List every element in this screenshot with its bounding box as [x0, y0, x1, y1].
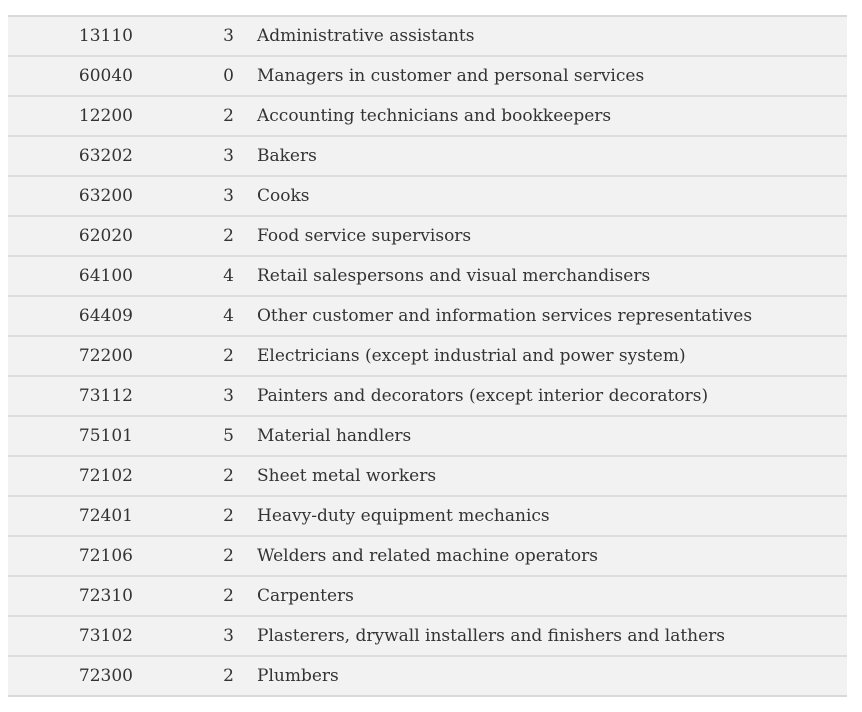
occupation-title-cell: Cooks — [257, 186, 310, 206]
noc-code-cell: 73112 — [78, 386, 133, 406]
noc-code-cell: 75101 — [78, 426, 133, 446]
teer-cell: 2 — [223, 546, 234, 566]
table-row — [8, 577, 847, 617]
teer-cell: 3 — [223, 186, 234, 206]
occupation-title-cell: Bakers — [257, 146, 317, 166]
table-row — [8, 497, 847, 537]
occupation-title-cell: Carpenters — [257, 586, 354, 606]
occupation-title-cell: Administrative assistants — [257, 26, 475, 46]
occupations-table — [8, 15, 847, 697]
teer-cell: 3 — [223, 146, 234, 166]
table-row — [8, 57, 847, 97]
noc-code-cell: 63200 — [78, 186, 133, 206]
noc-code-cell: 72401 — [78, 506, 133, 526]
table-row — [8, 137, 847, 177]
teer-cell: 0 — [223, 66, 234, 86]
table-row — [8, 97, 847, 137]
teer-cell: 2 — [223, 226, 234, 246]
noc-code-cell: 73102 — [78, 626, 133, 646]
noc-code-cell: 72310 — [78, 586, 133, 606]
table-row — [8, 377, 847, 417]
noc-code-cell: 72106 — [78, 546, 133, 566]
occupation-title-cell: Accounting technicians and bookkeepers — [257, 106, 612, 126]
noc-code-cell: 62020 — [78, 226, 133, 246]
teer-cell: 2 — [223, 466, 234, 486]
occupation-title-cell: Electricians (except industrial and power system) — [257, 346, 686, 366]
teer-cell: 4 — [223, 266, 234, 286]
noc-code-cell: 72102 — [78, 466, 133, 486]
table-row — [8, 337, 847, 377]
table-row — [8, 657, 847, 695]
occupation-title-cell: Material handlers — [257, 426, 412, 446]
teer-cell: 5 — [223, 426, 234, 446]
teer-cell: 4 — [223, 306, 234, 326]
occupation-title-cell: Heavy-duty equipment mechanics — [257, 506, 550, 526]
occupation-title-cell: Plumbers — [257, 666, 339, 686]
occupation-title-cell: Painters and decorators (except interior decorators) — [257, 386, 709, 406]
teer-cell: 3 — [223, 26, 234, 46]
teer-cell: 2 — [223, 106, 234, 126]
table-row — [8, 177, 847, 217]
occupation-title-cell: Managers in customer and personal services — [257, 66, 645, 86]
noc-code-cell: 72300 — [78, 666, 133, 686]
table-row — [8, 457, 847, 497]
teer-cell: 2 — [223, 586, 234, 606]
occupation-title-cell: Other customer and information services representatives — [257, 306, 753, 326]
teer-cell: 2 — [223, 506, 234, 526]
table-row — [8, 217, 847, 257]
occupation-title-cell: Retail salespersons and visual merchandisers — [257, 266, 651, 286]
noc-code-cell: 64409 — [78, 306, 133, 326]
teer-cell: 3 — [223, 626, 234, 646]
table-row — [8, 257, 847, 297]
occupation-title-cell: Food service supervisors — [257, 226, 472, 246]
noc-code-cell: 72200 — [78, 346, 133, 366]
occupation-title-cell: Welders and related machine operators — [257, 546, 599, 566]
occupation-title-cell: Sheet metal workers — [257, 466, 437, 486]
table-row — [8, 617, 847, 657]
noc-code-cell: 12200 — [78, 106, 133, 126]
teer-cell: 2 — [223, 666, 234, 686]
noc-code-cell: 60040 — [78, 66, 133, 86]
table-row — [8, 537, 847, 577]
teer-cell: 3 — [223, 386, 234, 406]
occupation-title-cell: Plasterers, drywall installers and finishers and lathers — [257, 626, 726, 646]
table-row — [8, 297, 847, 337]
noc-code-cell: 63202 — [78, 146, 133, 166]
noc-code-cell: 64100 — [78, 266, 133, 286]
table-row — [8, 417, 847, 457]
table-row — [8, 17, 847, 57]
noc-code-cell: 13110 — [78, 26, 133, 46]
teer-cell: 2 — [223, 346, 234, 366]
